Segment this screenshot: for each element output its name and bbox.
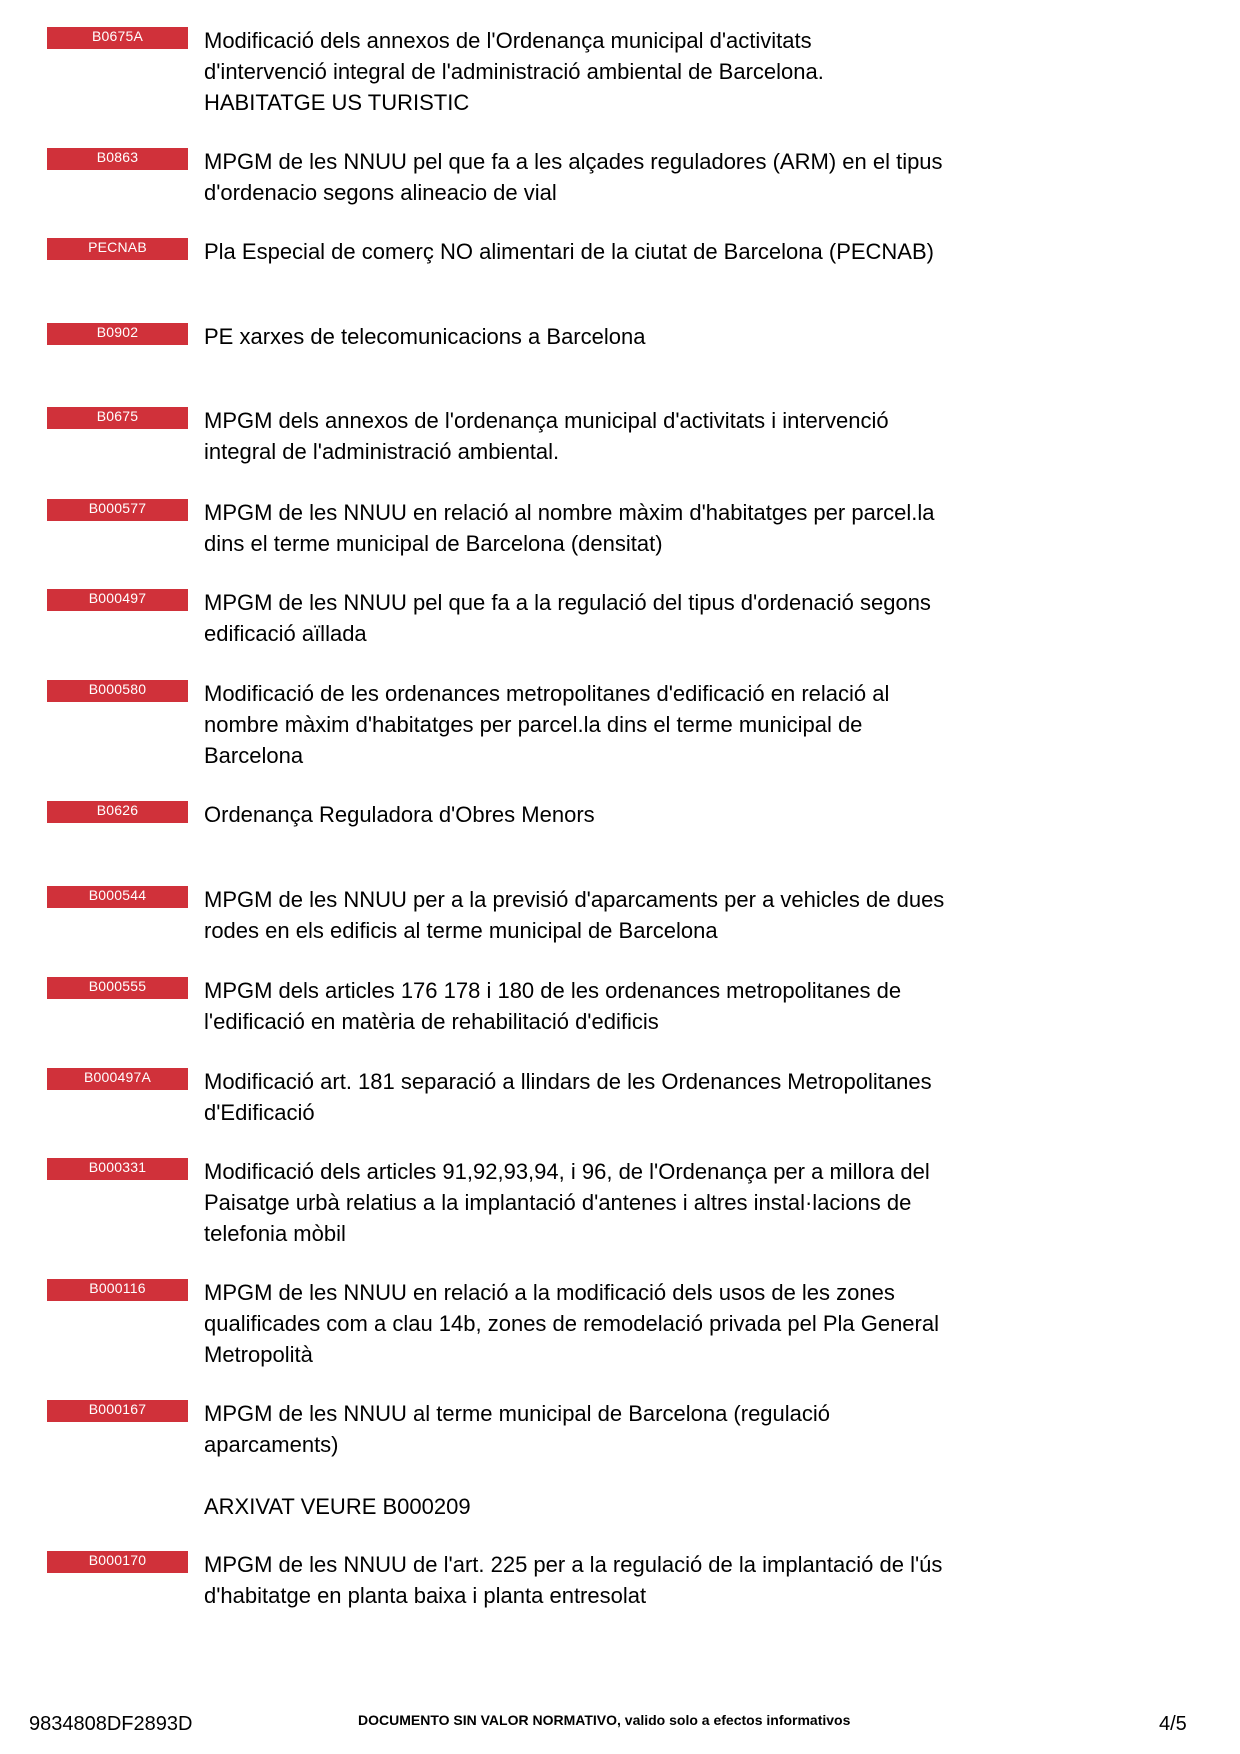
entry-code-badge: B000497A	[47, 1068, 188, 1090]
entry-code-badge: B0863	[47, 148, 188, 170]
entry-description: PE xarxes de telecomunicacions a Barcelona	[204, 324, 646, 349]
entry-description: MPGM de les NNUU pel que fa a la regulació del tipus d'ordenació segons edificació aïllada	[204, 590, 931, 646]
entry-code-badge: B000167	[47, 1400, 188, 1422]
entry-code-badge: B000555	[47, 977, 188, 999]
entry-code-badge: PECNAB	[47, 238, 188, 260]
entry-description: MPGM de les NNUU pel que fa a les alçades reguladores (ARM) en el tipus d'ordenacio segons alineacio de vial	[204, 149, 943, 205]
entry-code-badge: B000580	[47, 680, 188, 702]
document-reference: 9834808DF2893D	[29, 1713, 193, 1735]
entry-description: Modificació art. 181 separació a llindars de les Ordenances Metropolitanes d'Edificació	[204, 1069, 932, 1125]
page-number: 4/5	[1159, 1713, 1187, 1735]
entry-code-badge: B000544	[47, 886, 188, 908]
entry-code-badge: B0675	[47, 407, 188, 429]
entry-description: MPGM de les NNUU en relació al nombre màxim d'habitatges per parcel.la dins el terme municipal de Barcelona (densitat)	[204, 500, 935, 556]
entry-code-badge: B000116	[47, 1279, 188, 1301]
entry-description: MPGM de les NNUU en relació a la modificació dels usos de les zones qualificades com a clau 14b, zones de remodelació privada pel Pla General Metropolità	[204, 1280, 939, 1367]
entry-code-badge: B000170	[47, 1551, 188, 1573]
entry-code-badge: B0626	[47, 801, 188, 823]
entry-code-badge: B000577	[47, 499, 188, 521]
entry-code-badge: B0675A	[47, 27, 188, 49]
entry-description: Ordenança Reguladora d'Obres Menors	[204, 802, 595, 827]
entry-code-badge: B000331	[47, 1158, 188, 1180]
entry-code-badge: B000497	[47, 589, 188, 611]
entry-description: MPGM de les NNUU de l'art. 225 per a la regulació de la implantació de l'ús d'habitatge en planta baixa i planta entresolat	[204, 1552, 943, 1608]
entry-description: MPGM de les NNUU per a la previsió d'aparcaments per a vehicles de dues rodes en els edificis al terme municipal de Barcelona	[204, 887, 945, 943]
entry-description: Modificació dels annexos de l'Ordenança municipal d'activitats d'intervenció integral de l'administració ambiental de Barcelona. HABITATGE US TURISTIC	[204, 28, 824, 115]
entry-code-badge: B0902	[47, 323, 188, 345]
entry-description: Modificació dels articles 91,92,93,94, i 96, de l'Ordenança per a millora del Paisatge urbà relatius a la implantació d'antenes i altres instal·lacions de telefonia mòbil	[204, 1159, 930, 1246]
entry-description: Modificació de les ordenances metropolitanes d'edificació en relació al nombre màxim d'habitatges per parcel.la dins el terme municipal de Barcelona	[204, 681, 890, 768]
entry-description: MPGM de les NNUU al terme municipal de Barcelona (regulació aparcaments) ARXIVAT VEURE B000209	[204, 1401, 831, 1519]
disclaimer-note: DOCUMENTO SIN VALOR NORMATIVO, valido solo a efectos informativos	[358, 1712, 851, 1728]
entry-description: Pla Especial de comerç NO alimentari de la ciutat de Barcelona (PECNAB)	[204, 239, 934, 264]
entry-description: MPGM dels articles 176 178 i 180 de les ordenances metropolitanes de l'edificació en matèria de rehabilitació d'edificis	[204, 978, 902, 1034]
entry-description: MPGM dels annexos de l'ordenança municipal d'activitats i intervenció integral de l'administració ambiental.	[204, 408, 889, 464]
